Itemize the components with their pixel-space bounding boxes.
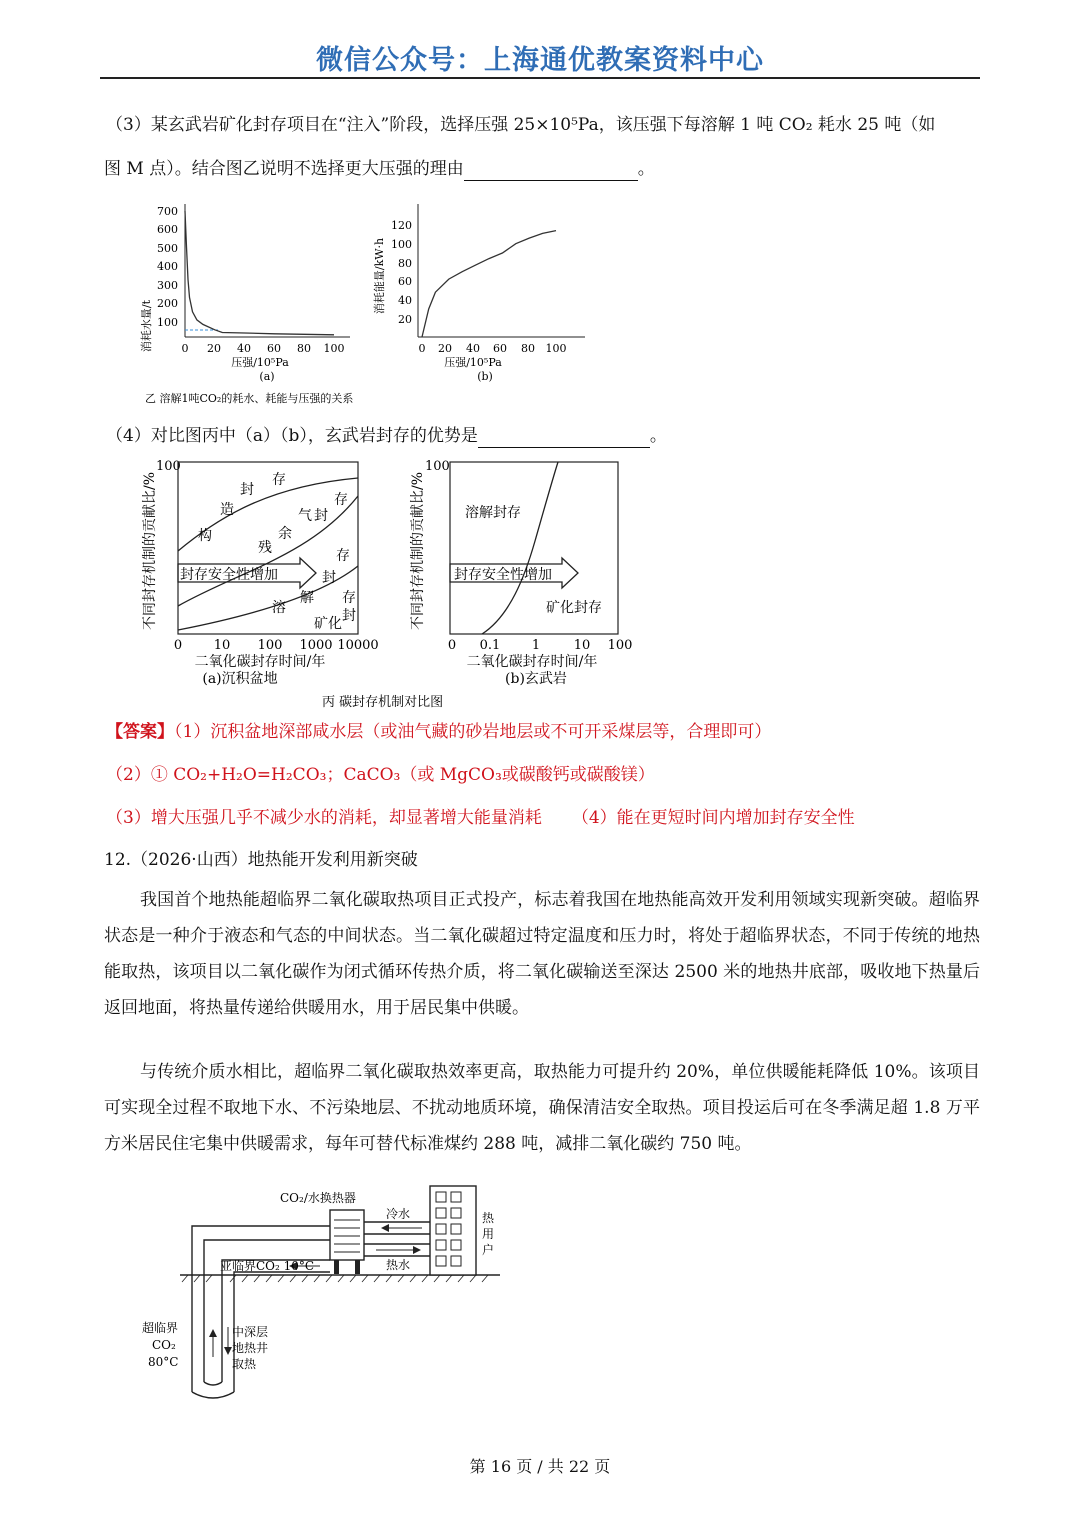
bing-a-label: 存 (272, 472, 286, 488)
bing-a-label: 余 (278, 526, 292, 542)
bing-a-label: 封 (322, 570, 336, 586)
exchanger-leg (355, 1260, 360, 1274)
bing-a-ylabel: 不同封存机制的贡献比/% (142, 471, 158, 631)
bing-a-label: 溶 (272, 600, 286, 616)
bing-a-xlabel: 二氧化碳封存时间/年 (194, 654, 326, 670)
chart-b-xtick: 100 (545, 342, 567, 355)
q3-line2-text: 图 M 点）。结合图乙说明不选择更大压强的理由 (104, 159, 464, 179)
chart-b-xlabel: 压强/10⁵Pa (444, 356, 502, 369)
hot-water-label: 热水 (386, 1258, 411, 1272)
page-header-title: 微信公众号：上海通优教案资料中心 (316, 45, 764, 76)
chart-b-xtick: 40 (466, 342, 480, 355)
chart-b-ylabel: 消耗能量/kW·h (373, 237, 386, 315)
exchanger-leg (334, 1260, 339, 1274)
bing-a-arrow-label: 封存安全性增加 (180, 567, 278, 583)
bing-a-label: 矿化 (314, 616, 342, 632)
chart-b-xticks (419, 342, 567, 355)
chart-b-xtick: 60 (493, 342, 507, 355)
heat-user-label: 热 (482, 1211, 495, 1225)
chart-b-yticks (391, 219, 412, 326)
bing-a-label: 解 (300, 590, 314, 606)
figure-yi (140, 196, 600, 411)
chart-a-ytick: 500 (157, 242, 178, 255)
answer-4: （4）能在更短时间内增加封存安全性 (571, 808, 855, 828)
well-bottom (192, 1392, 234, 1398)
chart-a-xtick: 100 (323, 342, 345, 355)
answer-line1 (106, 720, 771, 744)
page-number: 第 16 页 / 共 22 页 (469, 1457, 611, 1476)
answer-1: （1）沉积盆地深部咸水层（或油气藏的砂岩地层或不可开采煤层等，合理即可） (174, 722, 772, 742)
chart-a-xlabel: 压强/10⁵Pa (231, 356, 289, 369)
chart-b-ytick: 60 (398, 275, 412, 288)
chart-b (372, 204, 585, 383)
chart-a-xticks (182, 342, 345, 355)
bing-b-xtick: 0 (447, 638, 457, 653)
chart-a-ytick: 300 (157, 279, 178, 292)
heat-user-label: 户 (482, 1243, 495, 1257)
bing-a-xtick: 10000 (337, 638, 379, 653)
bing-a-xtick: 10 (213, 638, 231, 653)
pipe-outer (192, 1226, 330, 1392)
ground-hatch (182, 1275, 488, 1282)
q3-line2 (104, 157, 655, 181)
bing-a-label: 存 (336, 548, 350, 564)
chart-b-ytick: 120 (391, 219, 412, 232)
figure-yi-caption: 乙 溶解1吨CO₂的耗水、耗能与压强的关系 (145, 392, 354, 405)
chart-a-curve (185, 211, 334, 335)
bing-a-label: 封 (342, 608, 356, 624)
chart-a-xtick: 80 (297, 342, 311, 355)
bing-a-label: 存 (342, 590, 356, 606)
supercritical-label: 80°C (148, 1355, 179, 1369)
supercritical-label: CO₂ (152, 1338, 176, 1352)
bing-b-label: 矿化封存 (546, 600, 602, 616)
answer-tag: 【答案】 (106, 722, 174, 742)
bing-a-sub: (a)沉积盆地 (202, 671, 278, 687)
q12-paragraph-1: 我国首个地热能超临界二氧化碳取热项目正式投产，标志着我国在地热能高效开发利用领域实现新突破。超临界状态是一种介于液态和气态的中间状态。当二氧化碳超过特定温度和压力时，将处于超临界状态，不同于传统的地热能取热，该项目以二氧化碳作为闭式循环传热介质，将二氧化碳输送至深达 2500 米的地热井底部，吸收地下热量后返回地面，将热量传递给供暖用水，用于居民集中供暖。 (104, 890, 980, 1018)
cold-water-label: 冷水 (386, 1207, 411, 1221)
chart-a-xtick: 20 (207, 342, 221, 355)
q4-answer-blank (478, 429, 650, 448)
chart-a-xtick: 0 (181, 342, 189, 355)
well-label: 中深层 (232, 1325, 269, 1339)
bing-b-xtick: 1 (531, 638, 541, 653)
chart-a-yticks (157, 205, 178, 329)
bing-a-label: 封 (314, 508, 328, 524)
chart-a-ytick: 600 (157, 223, 178, 236)
bing-a-label: 造 (220, 502, 234, 518)
chart-a-ytick: 100 (157, 316, 178, 329)
answer-line3 (106, 806, 855, 830)
answer-2: （2）① CO₂+H₂O=H₂CO₃；CaCO₃（或 MgCO₃或碳酸钙或碳酸镁） (106, 765, 655, 785)
bing-a-xtick: 0 (173, 638, 183, 653)
bing-a-label: 构 (198, 528, 212, 544)
figure-bing-caption: 丙 碳封存机制对比图 (322, 695, 444, 710)
heat-user-label: 用 (482, 1227, 495, 1241)
bing-b-sub: (b)玄武岩 (505, 671, 567, 687)
subcritical-label: 亚临界CO₂ 10°C (220, 1259, 315, 1273)
bing-b-xtick: 0.1 (479, 638, 501, 653)
bing-a-label: 残 (258, 540, 272, 556)
q4-line (106, 424, 667, 448)
answer-3: （3）增大压强几乎不减少水的消耗，却显著增大能量消耗 (106, 808, 542, 828)
bing-b-ylabel: 不同封存机制的贡献比/% (410, 471, 426, 631)
chart-b-ytick: 80 (398, 257, 412, 270)
chart-b-xtick: 80 (521, 342, 535, 355)
q12-title: 12.（2026·山西）地热能开发利用新突破 (104, 850, 418, 870)
well-bottom-inner (204, 1382, 222, 1385)
bing-b-xtick: 100 (607, 638, 633, 653)
bing-a-label: 封 (240, 482, 254, 498)
well-label: 取热 (232, 1357, 257, 1371)
q3-end: 。 (637, 159, 655, 179)
bing-b-xlabel: 二氧化碳封存时间/年 (466, 654, 598, 670)
chart-b-xtick: 0 (418, 342, 426, 355)
bing-a-xtick: 1000 (299, 638, 333, 653)
header-divider (100, 77, 980, 79)
bing-a-label: 气 (298, 508, 312, 524)
supercritical-label: 超临界 (142, 1321, 179, 1335)
chart-a-ytick: 700 (157, 205, 178, 218)
geothermal-diagram (140, 1182, 520, 1404)
chart-a-xtick: 60 (267, 342, 281, 355)
bing-a-y100: 100 (156, 459, 181, 474)
bing-a-label: 存 (334, 492, 348, 508)
chart-b-ytick: 40 (398, 294, 412, 307)
bing-b-xtick: 10 (573, 638, 591, 653)
chart-a-xtick: 40 (237, 342, 251, 355)
bing-chart-a (141, 459, 379, 687)
exchanger-label: CO₂/水换热器 (280, 1191, 356, 1205)
bing-b-y100: 100 (425, 459, 450, 474)
bing-chart-b (409, 459, 632, 687)
q3-answer-blank (464, 162, 638, 181)
chart-a-sub: (a) (259, 370, 275, 383)
heat-user-building (430, 1186, 476, 1275)
bing-b-arrow-label: 封存安全性增加 (454, 567, 552, 583)
q4-text: （4）对比图丙中（a）（b），玄武岩封存的优势是 (106, 426, 478, 446)
chart-b-xtick: 20 (438, 342, 452, 355)
bing-a-xtick: 100 (257, 638, 283, 653)
q4-end: 。 (649, 426, 667, 446)
chart-a (140, 204, 350, 383)
figure-bing (140, 456, 660, 711)
bing-b-label: 溶解封存 (465, 505, 521, 521)
well-label: 地热井 (232, 1341, 269, 1355)
q12-paragraph-2: 与传统介质水相比，超临界二氧化碳取热效率更高，取热能力可提升约 20%，单位供暖能耗降低 10%。该项目可实现全过程不取地下水、不污染地层、不扰动地质环境，确保清洁安全取热。项目投运后可在冬季满足超 1.8 万平方米居民住宅集中供暖需求，每年可替代标准煤约 288 吨，减排二氧化碳约 750 吨。 (104, 1062, 980, 1154)
chart-b-ytick: 100 (391, 238, 412, 251)
chart-a-ylabel: 消耗水量/t (140, 299, 153, 353)
chart-a-ytick: 200 (157, 297, 178, 310)
chart-b-ytick: 20 (398, 313, 412, 326)
chart-b-curve (422, 231, 556, 337)
chart-a-ytick: 400 (157, 260, 178, 273)
q3-line1: （3）某玄武岩矿化封存项目在“注入”阶段，选择压强 25×10⁵Pa，该压强下每溶解 1 吨 CO₂ 耗水 25 吨（如 (106, 115, 936, 135)
chart-b-sub: (b) (477, 370, 493, 383)
